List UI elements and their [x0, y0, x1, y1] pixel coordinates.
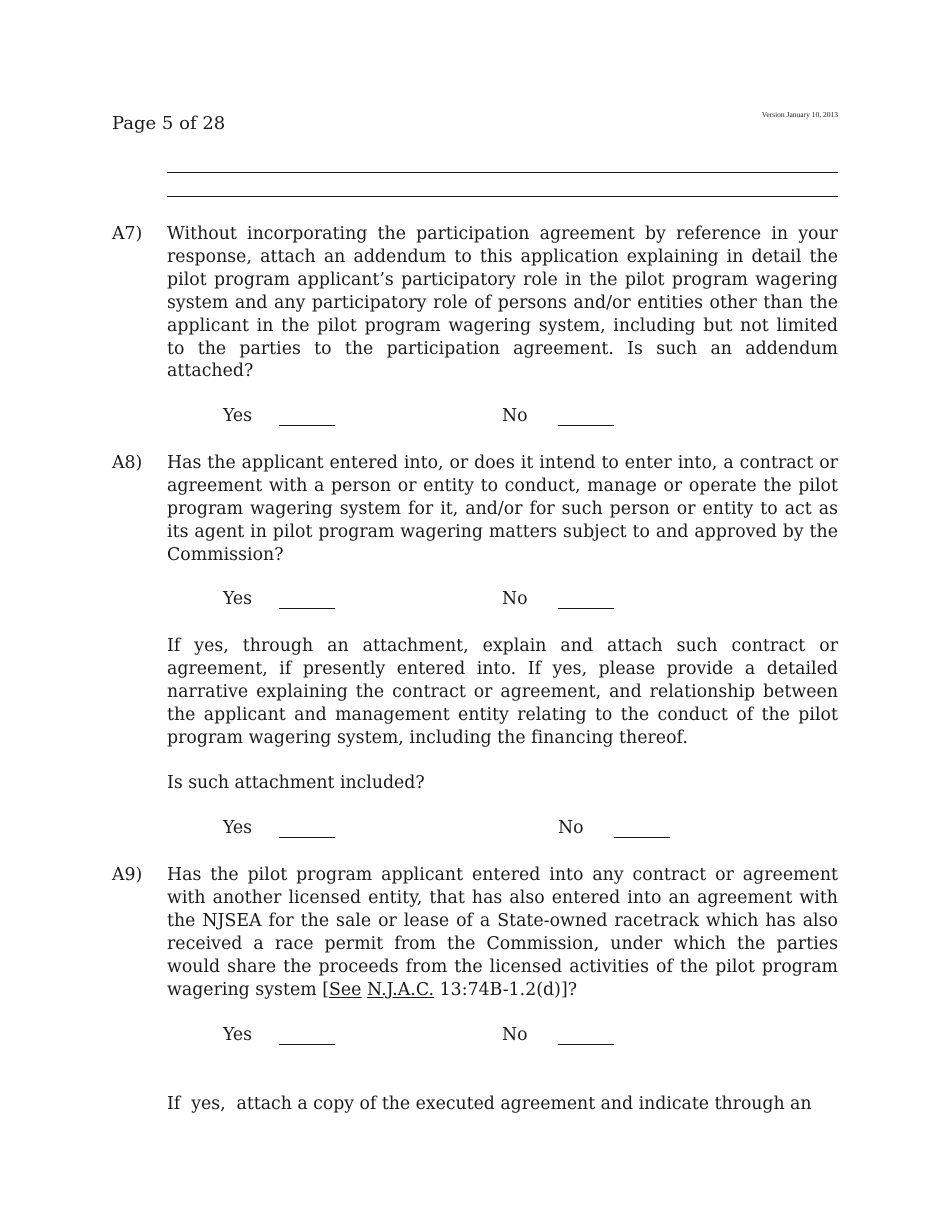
- a8-followup-text: If yes, through an attachment, explain and attach such contract or agreement, if presently entered into. If yes, please provide a detailed narrative explaining the contract or agreement, and relationship between the applicant and management entity relating to the conduct of the pilot program wagering system, including the financing thereof.: [167, 636, 838, 748]
- a8-attachment-no-blank[interactable]: [614, 837, 670, 838]
- question-label-a7: A7): [112, 224, 143, 244]
- answer-line-1: [167, 172, 838, 173]
- question-text-a7: Without incorporating the participation agreement by reference in your response, attach an addendum to this application explaining in detail the pilot program applicant’s participatory role in the pilot program wagering system and any participatory role of persons and/or entities other than the applicant in the pilot program wagering system, including but not limited to the parties to the participation agreement. Is such an addendum attached?: [167, 224, 838, 382]
- a9-no-blank[interactable]: [558, 1044, 614, 1045]
- a8-attachment-yes-label: Yes: [223, 818, 253, 838]
- answer-line-2: [167, 196, 838, 197]
- a9-text-part1: Has the pilot program applicant entered into any contract or agreement with another licensed entity, that has also entered into an agreement with the NJSEA for the sale or lease of a State-owned racetrack which has also received a race permit from the Commission, under which the parties would share the proceeds from the licensed activities of the pilot program wagering system [: [167, 865, 838, 1000]
- a8-attachment-yes-blank[interactable]: [279, 837, 335, 838]
- a8-no-blank[interactable]: [558, 608, 614, 609]
- a7-yes-label: Yes: [223, 406, 253, 426]
- question-label-a8: A8): [112, 453, 143, 473]
- a8-attachment-no-label: No: [558, 818, 584, 838]
- question-text-a8: Has the applicant entered into, or does it intend to enter into, a contract or agreement with a person or entity to conduct, manage or operate the pilot program wagering system for it, and/or for such person or entity to act as its agent in pilot program wagering matters subject to and approved by the Commission?: [167, 453, 838, 565]
- a8-no-label: No: [502, 589, 528, 609]
- a9-text-part2: 13:74B-1.2(d)]?: [434, 979, 578, 1000]
- version-label: Version January 10, 2013: [761, 110, 838, 119]
- question-text-a9: [167, 864, 838, 1001]
- a7-no-label: No: [502, 406, 528, 426]
- a8-yes-label: Yes: [223, 589, 253, 609]
- a8-yes-blank[interactable]: [279, 608, 335, 609]
- a7-no-blank[interactable]: [558, 425, 614, 426]
- a8-attachment-question: Is such attachment included?: [167, 773, 425, 793]
- page-number: Page 5 of 28: [112, 113, 226, 134]
- a9-followup-text: If yes, attach a copy of the executed agreement and indicate through an: [167, 1094, 812, 1114]
- question-label-a9: A9): [112, 865, 143, 885]
- a9-njac-ref: N.J.A.C.: [367, 979, 435, 1000]
- a9-yes-blank[interactable]: [279, 1044, 335, 1045]
- a9-see-ref: See: [329, 979, 362, 1000]
- a9-yes-label: Yes: [223, 1025, 253, 1045]
- a7-yes-blank[interactable]: [279, 425, 335, 426]
- a9-no-label: No: [502, 1025, 528, 1045]
